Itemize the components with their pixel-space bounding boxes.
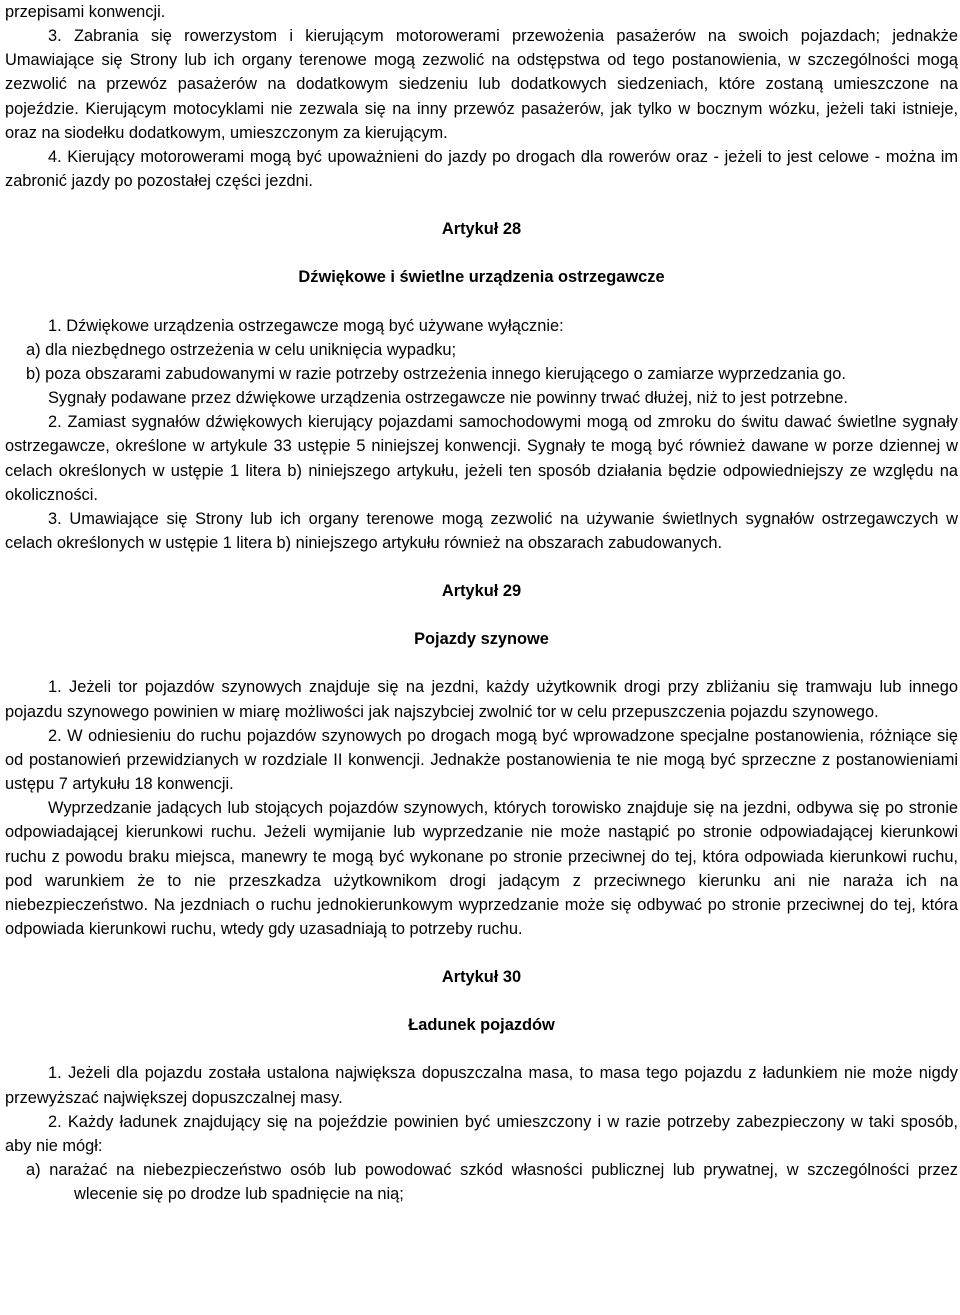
- art29-paragraph-2: 2. W odniesieniu do ruchu pojazdów szynowych po drogach mogą być wprowadzone specjalne postanowienia, różniące się od postanowień przewidzianych w rozdziale II konwencji. Jednakże postanowienia te nie mogą być sprzeczne z postanowieniami ustępu 7 artykułu 18 konwencji.: [5, 726, 958, 794]
- art30-title: Ładunek pojazdów: [408, 1016, 555, 1035]
- art28-paragraph-3: 3. Umawiające się Strony lub ich organy terenowe mogą zezwolić na używanie świetlnych sygnałów ostrzegawczych w celach określonych w ustępie 1 litera b) niniejszego artykułu również na obszarach zabudowanych.: [5, 509, 958, 552]
- spacer: [5, 603, 958, 627]
- spacer: [5, 290, 958, 314]
- art30-item-a: a) narażać na niebezpieczeństwo osób lub powodować szkód własności publicznej lub prywatnej, w szczególności przez wlecenie się po drodze lub spadnięcie na nią;: [26, 1161, 958, 1204]
- spacer: [5, 193, 958, 217]
- art28-paragraph-2: 2. Zamiast sygnałów dźwiękowych kierujący pojazdami samochodowymi mogą od zmroku do świtu dawać świetlne sygnały ostrzegawcze, określone w artykule 33 ustępie 5 niniejszej konwencji. Sygnały te mogą być również dawane w porze dziennej w celach określonych w ustępie 1 litera b) niniejszego artykułu, jeżeli ten sposób działania będzie odpowiedniejszy ze względu na okoliczności.: [5, 413, 958, 504]
- spacer: [5, 941, 958, 965]
- art27-paragraph-3: 3. Zabrania się rowerzystom i kierującym motorowerami przewożenia pasażerów na swoich pojazdach; jednakże Umawiające się Strony lub ich organy terenowe mogą zezwolić na odstępstwa od tego postanowienia, w szczególności mogą zezwolić na przewóz pasażerów na dodatkowym siedzeniu lub dodatkowych siedzeniach, które zostaną umieszczone na pojeździe. Kierującym motocyklami nie zezwala się na inny przewóz pasażerów, jak tylko w bocznym wózku, jeżeli taki istnieje, oraz na siodełku dodatkowym, umieszczonym za kierującym.: [5, 27, 958, 142]
- intro-line: przepisami konwencji.: [5, 3, 166, 21]
- spacer: [5, 555, 958, 579]
- spacer: [5, 651, 958, 675]
- art30-heading: Artykuł 30: [441, 968, 522, 987]
- spacer: [5, 989, 958, 1013]
- art30-paragraph-2: 2. Każdy ładunek znajdujący się na pojeździe powinien być umieszczony i w razie potrzeby zabezpieczony w taki sposób, aby nie mógł:: [5, 1112, 958, 1155]
- art29-paragraph-1: 1. Jeżeli tor pojazdów szynowych znajduje się na jezdni, każdy użytkownik drogi przy zbliżaniu się tramwaju lub innego pojazdu szynowego powinien w miarę możliwości jak najszybciej zwolnić tor w celu przepuszczenia pojazdu szynowego.: [5, 678, 958, 721]
- spacer: [5, 241, 958, 265]
- art28-heading: Artykuł 28: [441, 220, 522, 239]
- art29-heading: Artykuł 29: [441, 582, 522, 601]
- art28-paragraph-1: 1. Dźwiękowe urządzenia ostrzegawcze mogą być używane wyłącznie:: [48, 316, 564, 335]
- art28-title: Dźwiękowe i świetlne urządzenia ostrzegawcze: [298, 268, 665, 287]
- art27-paragraph-4: 4. Kierujący motorowerami mogą być upoważnieni do jazdy po drogach dla rowerów oraz - jeżeli to jest celowe - można im zabronić jazdy po pozostałej części jezdni.: [5, 147, 958, 191]
- art28-paragraph-1-continuation: Sygnały podawane przez dźwiękowe urządzenia ostrzegawcze nie powinny trwać dłużej, niż to jest potrzebne.: [48, 389, 848, 408]
- art29-title: Pojazdy szynowe: [414, 630, 549, 649]
- art28-item-b: b) poza obszarami zabudowanymi w razie potrzeby ostrzeżenia innego kierującego o zamiarze wyprzedzania go.: [26, 364, 846, 383]
- art28-item-a: a) dla niezbędnego ostrzeżenia w celu uniknięcia wypadku;: [26, 340, 457, 359]
- art30-paragraph-1: 1. Jeżeli dla pojazdu została ustalona największa dopuszczalna masa, to masa tego pojazdu z ładunkiem nie może nigdy przewyższać największej dopuszczalnej masy.: [5, 1064, 958, 1107]
- spacer: [5, 1037, 958, 1061]
- art29-paragraph-2-continuation: Wyprzedzanie jadących lub stojących pojazdów szynowych, których torowisko znajduje się na jezdni, odbywa się po stronie odpowiadającej kierunkowi ruchu. Jeżeli wymijanie lub wyprzedzanie nie może nastąpić po stronie odpowiadającej kierunkowi ruchu z powodu braku miejsca, manewry te mogą być wykonane po stronie przeciwnej do tej, która odpowiada kierunkowi ruchu, pod warunkiem że to nie przeszkadza użytkownikom drogi jadącym z przeciwnego kierunku ani nie naraża ich na niebezpieczeństwo. Na jezdniach o ruchu jednokierunkowym wyprzedzanie może się odbywać po stronie przeciwnej do tej, która odpowiada kierunkowi ruchu, wtedy gdy uzasadniają to potrzeby ruchu.: [5, 799, 958, 938]
